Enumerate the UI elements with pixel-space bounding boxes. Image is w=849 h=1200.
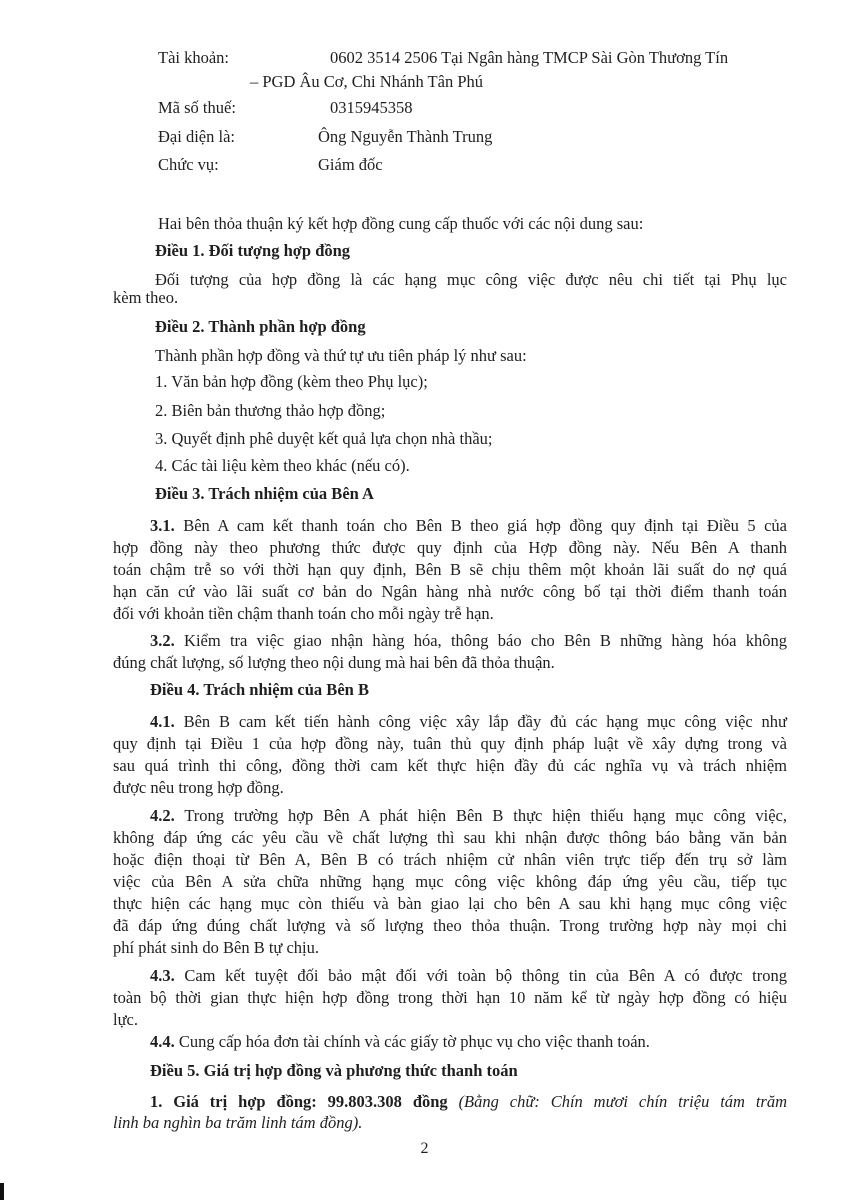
article3-p1-line-2: hợp đồng này theo phương thức được quy định của Hợp đồng này. Nếu Bên A thanh [113,538,787,557]
contract-value-label: 1. Giá trị hợp đồng: 99.803.308 đồng [150,1092,448,1111]
article4-p4-number: 4.4. [150,1032,175,1051]
article4-p2-line-7: phí phát sinh do Bên B tự chịu. [113,938,320,957]
article2-heading: Điều 2. Thành phần hợp đồng [155,317,366,336]
article3-heading: Điều 3. Trách nhiệm của Bên A [155,484,374,503]
article4-p4-line-1 [150,1032,650,1052]
representative-value: Ông Nguyễn Thành Trung [318,127,493,146]
article3-p2-text-1: Kiểm tra việc giao nhận hàng hóa, thông báo cho Bên B những hàng hóa không [184,631,788,650]
page-number: 2 [420,1140,429,1157]
article4-p1-line-4: được nêu trong hợp đồng. [113,778,284,797]
article4-p2-text-1: Trong trường hợp Bên A phát hiện Bên B thực hiện thiếu hạng mục công việc, [184,806,788,825]
account-continued: – PGD Âu Cơ, Chi Nhánh Tân Phú [250,72,484,91]
article3-p1-line-4: hạn căn cứ vào lãi suất cơ bản do Ngân hàng nhà nước công bố tại thời điểm thanh toán [113,582,787,601]
contract-value-words-1: (Bằng chữ: Chín mươi chín triệu tám trăm [458,1092,788,1111]
article4-p1-line-3: sau quá trình thi công, đồng thời cam kết thực hiện đầy đủ các nghĩa vụ và trách nhiệm [113,756,787,775]
article4-p2-line-6: đã đáp ứng đúng chất lượng và số lượng theo thỏa thuận. Trong trường hợp này mọi chi [113,916,787,935]
tax-label: Mã số thuế: [158,98,236,117]
article2-item-4: 4. Các tài liệu kèm theo khác (nếu có). [155,456,410,475]
article4-p3-number: 4.3. [150,966,175,985]
position-label: Chức vụ: [158,155,219,174]
article3-p1-text-1: Bên A cam kết thanh toán cho Bên B theo giá hợp đồng quy định tại Điều 5 của [183,516,787,535]
article4-p2-line-5: thực hiện các hạng mục còn thiếu và bàn giao lại cho bên A sau khi hạng mục công việc [113,894,787,913]
article4-p2-line-1 [150,806,787,826]
article3-p1-line-1 [150,516,787,536]
article4-p3-text-1: Cam kết tuyệt đối bảo mật đối với toàn bộ thông tin của Bên A có được trong [184,966,788,985]
article2-item-2: 2. Biên bản thương thảo hợp đồng; [155,401,386,420]
article4-p3-line-1 [150,966,787,986]
article4-p1-text-1: Bên B cam kết tiến hành công việc xây lắp đầy đủ các hạng mục công việc như [183,712,787,731]
contract-value-words-2: linh ba nghìn ba trăm linh tám đồng). [113,1113,363,1132]
article4-p3-line-3: lực. [113,1010,138,1029]
article1-line-2: kèm theo. [113,288,179,307]
article5-heading: Điều 5. Giá trị hợp đồng và phương thức thanh toán [150,1061,518,1080]
article2-item-1: 1. Văn bản hợp đồng (kèm theo Phụ lục); [155,372,428,391]
article3-p2-line-2: đúng chất lượng, số lượng theo nội dung mà hai bên đã thỏa thuận. [113,653,555,672]
scan-edge-mark [0,1183,4,1200]
position-value: Giám đốc [318,155,383,174]
article2-intro: Thành phần hợp đồng và thứ tự ưu tiên pháp lý như sau: [155,346,527,365]
article4-p4-text: Cung cấp hóa đơn tài chính và các giấy tờ phục vụ cho việc thanh toán. [178,1032,650,1051]
account-label: Tài khoản: [158,48,230,67]
representative-label: Đại diện là: [158,127,235,146]
article4-p2-number: 4.2. [150,806,175,825]
article4-heading: Điều 4. Trách nhiệm của Bên B [150,680,369,699]
article3-p1-number: 3.1. [150,516,175,535]
article3-p1-line-5: đối với khoản tiền chậm thanh toán cho mỗi ngày trễ hạn. [113,604,494,623]
intro-text: Hai bên thỏa thuận ký kết hợp đồng cung cấp thuốc với các nội dung sau: [158,214,644,233]
article2-item-3: 3. Quyết định phê duyệt kết quả lựa chọn nhà thầu; [155,429,493,448]
article3-p1-line-3: toán chậm trễ so với thời hạn quy định, Bên B sẽ chịu thêm một khoản lãi suất do nợ quá [113,560,787,579]
article4-p2-line-2: không đáp ứng các yêu cầu về chất lượng thì sau khi nhận được thông báo bằng văn bản [113,828,787,847]
article3-p2-line-1 [150,631,787,651]
tax-value: 0315945358 [330,98,413,117]
article4-p2-line-4: việc của Bên A sửa chữa những hạng mục công việc không đáp ứng yêu cầu, tiếp tục [113,872,787,891]
article4-p2-line-3: hoặc điện thoại từ Bên A, Bên B có trách nhiệm cử nhân viên trực tiếp đến trụ sở làm [113,850,787,869]
article1-heading: Điều 1. Đối tượng hợp đồng [155,241,351,260]
article4-p3-line-2: toàn bộ thời gian thực hiện hợp đồng trong thời hạn 10 năm kể từ ngày hợp đồng có hiệu [113,988,787,1007]
article4-p1-line-2: quy định tại Điều 1 của hợp đồng này, tuân thủ quy định pháp luật về xây dựng trong và [113,734,787,753]
article1-line-1: Đối tượng của hợp đồng là các hạng mục công việc được nêu chi tiết tại Phụ lục [155,270,787,289]
article4-p1-number: 4.1. [150,712,175,731]
article4-p1-line-1 [150,712,787,732]
article5-value-line-1 [150,1092,787,1112]
account-value: 0602 3514 2506 Tại Ngân hàng TMCP Sài Gòn Thương Tín [330,48,729,67]
article3-p2-number: 3.2. [150,631,175,650]
